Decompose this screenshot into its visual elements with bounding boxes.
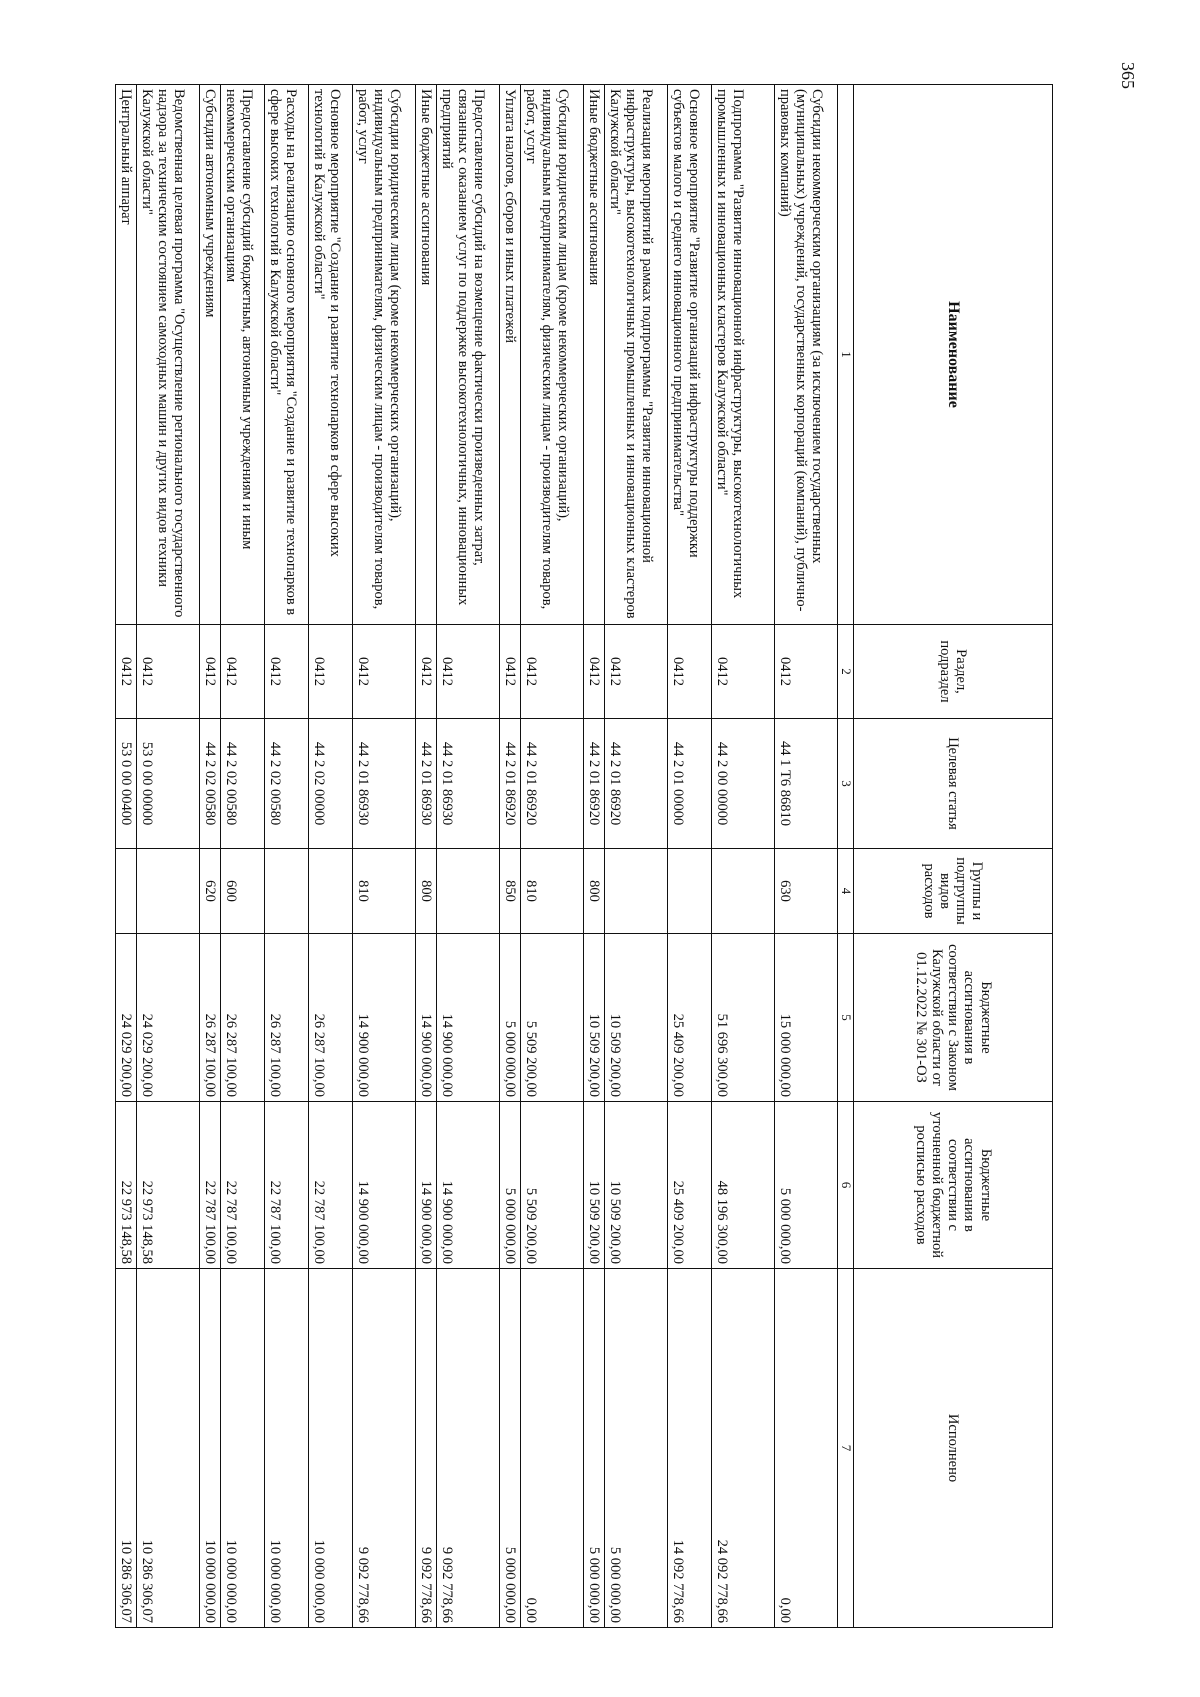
row-law: 26 287 100,00 <box>265 934 309 1102</box>
row-section: 0412 <box>521 625 584 719</box>
row-law: 24 029 200,00 <box>137 934 200 1102</box>
row-list: 14 900 000,00 <box>353 1102 416 1269</box>
row-done: 0,00 <box>521 1269 584 1628</box>
row-article: 44 2 00 00000 <box>712 719 775 849</box>
row-list: 22 787 100,00 <box>309 1102 353 1269</box>
row-law: 15 000 000,00 <box>775 934 838 1102</box>
row-law: 26 287 100,00 <box>309 934 353 1102</box>
row-group: 810 <box>521 849 584 934</box>
row-article: 44 2 01 00000 <box>668 719 712 849</box>
row-name: Предоставление субсидий на возмещение фактически произведенных затрат, связанных с оказанием услуг по поддержке высокотехнологичных, инновационных предприятий <box>437 85 500 625</box>
row-done: 10 286 306,07 <box>137 1269 200 1628</box>
table-row <box>416 85 437 1628</box>
row-list: 22 787 100,00 <box>221 1102 265 1269</box>
row-article: 44 2 02 00580 <box>200 719 221 849</box>
row-group <box>116 849 137 934</box>
table-row <box>521 85 584 1628</box>
row-law: 5 509 200,00 <box>521 934 584 1102</box>
row-group: 800 <box>584 849 605 934</box>
row-group: 600 <box>221 849 265 934</box>
row-name: Субсидии юридическим лицам (кроме некоммерческих организаций), индивидуальным предпринимателям, физическим лицам - производителям товаров, работ, услуг <box>521 85 584 625</box>
row-law: 24 029 200,00 <box>116 934 137 1102</box>
row-name: Предоставление субсидий бюджетным, автономным учреждениям и иным некоммерческим организациям <box>221 85 265 625</box>
row-section: 0412 <box>712 625 775 719</box>
col-number: 5 <box>838 934 854 1102</box>
row-article: 53 0 00 00000 <box>137 719 200 849</box>
table-row <box>200 85 221 1628</box>
row-group <box>712 849 775 934</box>
row-section: 0412 <box>775 625 838 719</box>
row-group <box>309 849 353 934</box>
header-section: Раздел, подраздел <box>854 625 1053 719</box>
row-list: 14 900 000,00 <box>416 1102 437 1269</box>
table-row <box>775 85 838 1628</box>
row-group <box>605 849 668 934</box>
header-name: Наименование <box>854 85 1053 625</box>
row-group: 850 <box>500 849 521 934</box>
row-done: 24 092 778,66 <box>712 1269 775 1628</box>
row-group <box>265 849 309 934</box>
row-group <box>137 849 200 934</box>
row-section: 0412 <box>137 625 200 719</box>
row-section: 0412 <box>353 625 416 719</box>
row-law: 26 287 100,00 <box>221 934 265 1102</box>
row-section: 0412 <box>437 625 500 719</box>
table-row <box>584 85 605 1628</box>
row-article: 44 2 01 86920 <box>584 719 605 849</box>
row-list: 22 973 148,58 <box>116 1102 137 1269</box>
row-law: 51 696 300,00 <box>712 934 775 1102</box>
row-list: 10 509 200,00 <box>605 1102 668 1269</box>
col-number: 6 <box>838 1102 854 1269</box>
row-section: 0412 <box>265 625 309 719</box>
table-row <box>353 85 416 1628</box>
row-name: Основное мероприятие "Развитие организаций инфраструктуры поддержки субъектов малого и среднего инновационного предпринимательства" <box>668 85 712 625</box>
row-law: 26 287 100,00 <box>200 934 221 1102</box>
col-number: 7 <box>838 1269 854 1628</box>
row-done: 0,00 <box>775 1269 838 1628</box>
col-number: 4 <box>838 849 854 934</box>
row-section: 0412 <box>221 625 265 719</box>
row-section: 0412 <box>116 625 137 719</box>
row-group: 620 <box>200 849 221 934</box>
row-law: 10 509 200,00 <box>584 934 605 1102</box>
row-done: 10 000 000,00 <box>200 1269 221 1628</box>
row-article: 44 2 01 86920 <box>521 719 584 849</box>
row-list: 22 787 100,00 <box>200 1102 221 1269</box>
budget-table-container <box>117 84 1053 1627</box>
row-list: 5 000 000,00 <box>775 1102 838 1269</box>
row-group: 630 <box>775 849 838 934</box>
row-done: 5 000 000,00 <box>605 1269 668 1628</box>
row-group <box>668 849 712 934</box>
row-list: 14 900 000,00 <box>437 1102 500 1269</box>
row-law: 14 900 000,00 <box>353 934 416 1102</box>
row-article: 44 2 02 00580 <box>265 719 309 849</box>
row-article: 44 2 02 00580 <box>221 719 265 849</box>
row-name: Субсидии некоммерческим организациям (за исключением государственных (муниципальных) учреждений, государственных корпораций (компаний), публично-правовых компаний) <box>775 85 838 625</box>
header-groups: Группы и подгруппы видов расходов <box>854 849 1053 934</box>
row-article: 44 2 01 86930 <box>416 719 437 849</box>
table-row <box>137 85 200 1628</box>
row-list: 48 196 300,00 <box>712 1102 775 1269</box>
table-row <box>265 85 309 1628</box>
row-done: 9 092 778,66 <box>416 1269 437 1628</box>
row-section: 0412 <box>668 625 712 719</box>
row-done: 9 092 778,66 <box>353 1269 416 1628</box>
row-name: Субсидии автономным учреждениям <box>200 85 221 625</box>
row-name: Реализация мероприятий в рамках подпрограммы "Развитие инновационной инфраструктуры, высокотехнологичных промышленных и инновационных кластеров Калужской области" <box>605 85 668 625</box>
table-row <box>668 85 712 1628</box>
header-list: Бюджетные ассигнования в соответствии с уточненной бюджетной росписью расходов <box>854 1102 1053 1269</box>
table-row <box>116 85 137 1628</box>
row-list: 25 409 200,00 <box>668 1102 712 1269</box>
row-list: 22 787 100,00 <box>265 1102 309 1269</box>
column-number-row <box>838 85 854 1628</box>
row-law: 14 900 000,00 <box>437 934 500 1102</box>
table-row <box>437 85 500 1628</box>
row-name: Иные бюджетные ассигнования <box>584 85 605 625</box>
row-done: 10 286 306,07 <box>116 1269 137 1628</box>
row-article: 44 2 01 86930 <box>437 719 500 849</box>
row-section: 0412 <box>200 625 221 719</box>
row-law: 10 509 200,00 <box>605 934 668 1102</box>
header-article: Целевая статья <box>854 719 1053 849</box>
row-name: Уплата налогов, сборов и иных платежей <box>500 85 521 625</box>
row-done: 5 000 000,00 <box>500 1269 521 1628</box>
row-article: 44 2 01 86930 <box>353 719 416 849</box>
row-group: 810 <box>353 849 416 934</box>
row-name: Ведомственная целевая программа "Осуществление регионального государственного надзора за техническим состоянием самоходных машин и других видов техники Калужской области" <box>137 85 200 625</box>
row-list: 22 973 148,58 <box>137 1102 200 1269</box>
row-list: 5 509 200,00 <box>521 1102 584 1269</box>
row-done: 9 092 778,66 <box>437 1269 500 1628</box>
table-row <box>712 85 775 1628</box>
table-row <box>221 85 265 1628</box>
row-law: 5 000 000,00 <box>500 934 521 1102</box>
row-section: 0412 <box>500 625 521 719</box>
row-done: 5 000 000,00 <box>584 1269 605 1628</box>
row-list: 5 000 000,00 <box>500 1102 521 1269</box>
row-done: 10 000 000,00 <box>265 1269 309 1628</box>
budget-table <box>115 84 1053 1628</box>
row-article: 44 2 02 00000 <box>309 719 353 849</box>
row-list: 10 509 200,00 <box>584 1102 605 1269</box>
row-name: Расходы на реализацию основного мероприятия "Создание и развитие технопарков в сфере высоких технологий в Калужской области" <box>265 85 309 625</box>
row-done: 14 092 778,66 <box>668 1269 712 1628</box>
row-article: 44 2 01 86920 <box>605 719 668 849</box>
header-done: Исполнено <box>854 1269 1053 1628</box>
table-row <box>500 85 521 1628</box>
row-law: 14 900 000,00 <box>416 934 437 1102</box>
header-law: Бюджетные ассигнования в соответствии с Законом Калужской области от 01.12.2022 № 301-ОЗ <box>854 934 1053 1102</box>
row-article: 44 1 Т6 86810 <box>775 719 838 849</box>
col-number: 1 <box>838 85 854 625</box>
row-group <box>437 849 500 934</box>
row-section: 0412 <box>416 625 437 719</box>
row-law: 25 409 200,00 <box>668 934 712 1102</box>
row-article: 44 2 01 86920 <box>500 719 521 849</box>
row-article: 53 0 00 00400 <box>116 719 137 849</box>
row-section: 0412 <box>605 625 668 719</box>
row-section: 0412 <box>584 625 605 719</box>
row-name: Субсидии юридическим лицам (кроме некоммерческих организаций), индивидуальным предпринимателям, физическим лицам - производителям товаров, работ, услуг <box>353 85 416 625</box>
row-name: Основное мероприятие "Создание и развитие технопарков в сфере высоких технологий в Калужской области" <box>309 85 353 625</box>
row-name: Центральный аппарат <box>116 85 137 625</box>
row-group: 800 <box>416 849 437 934</box>
table-row <box>309 85 353 1628</box>
table-row <box>605 85 668 1628</box>
row-section: 0412 <box>309 625 353 719</box>
page-number: 365 <box>1118 62 1138 89</box>
col-number: 3 <box>838 719 854 849</box>
row-done: 10 000 000,00 <box>221 1269 265 1628</box>
row-name: Подпрограмма "Развитие инновационной инфраструктуры, высокотехнологичных промышленных и инновационных кластеров Калужской области" <box>712 85 775 625</box>
header-row <box>854 85 1053 1628</box>
col-number: 2 <box>838 625 854 719</box>
row-done: 10 000 000,00 <box>309 1269 353 1628</box>
row-name: Иные бюджетные ассигнования <box>416 85 437 625</box>
